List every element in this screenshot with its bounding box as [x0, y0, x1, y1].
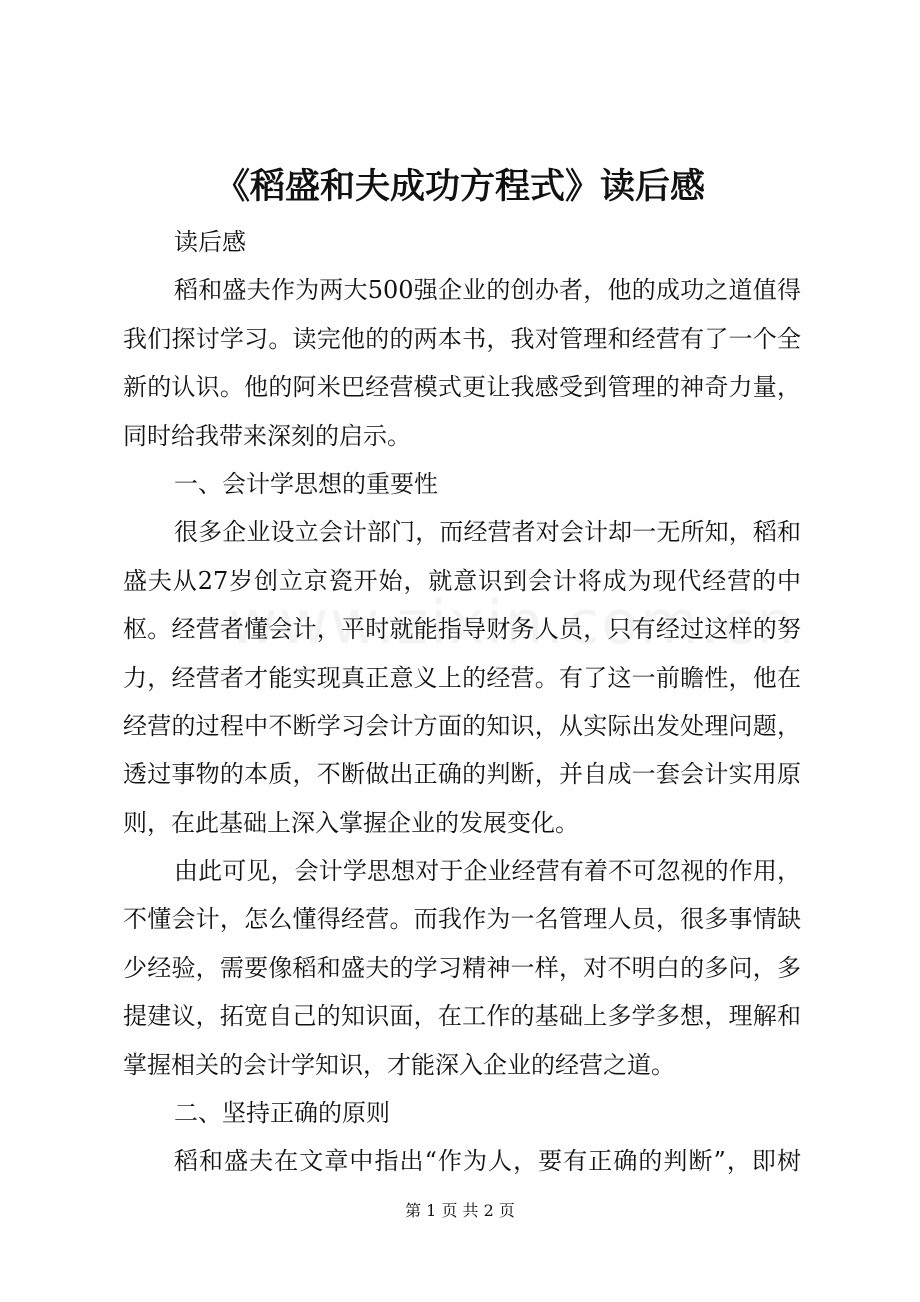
text-line: 稻和盛夫在文章中指出“作为人，要有正确的判断”，即树 — [174, 1147, 801, 1176]
text-line: 由此可见，会计学思想对于企业经营有着不可忽视的作用， — [174, 857, 801, 886]
text-line: 提建议，拓宽自己的知识面，在工作的基础上多学多想，理解和 — [123, 1002, 801, 1031]
text-line: 经营的过程中不断学习会计方面的知识，从实际出发处理问题， — [123, 711, 801, 740]
text-line: 很多企业设立会计部门，而经营者对会计却一无所知，稻和 — [174, 518, 801, 547]
document-body — [123, 218, 801, 1186]
text-line: 枢。经营者懂会计，平时就能指导财务人员，只有经过这样的努 — [123, 615, 801, 644]
text-line: 少经验，需要像稻和盛夫的学习精神一样，对不明白的多问，多 — [123, 953, 801, 982]
text-line: 掌握相关的会计学知识，才能深入企业的经营之道。 — [123, 1050, 675, 1079]
text-line: 二、坚持正确的原则 — [174, 1099, 390, 1128]
text-line: 新的认识。他的阿米巴经营模式更让我感受到管理的神奇力量， — [123, 373, 801, 402]
page-footer: 第 1 页 共 2 页 — [405, 1201, 515, 1220]
text-line: 读后感 — [174, 228, 246, 256]
text-line: 不懂会计，怎么懂得经营。而我作为一名管理人员，很多事情缺 — [123, 905, 801, 934]
text-line: 我们探讨学习。读完他的的两本书，我对管理和经营有了一个全 — [123, 324, 801, 353]
text-line: 盛夫从27岁创立京瓷开始，就意识到会计将成为现代经营的中 — [123, 566, 801, 595]
text-line: 同时给我带来深刻的启示。 — [123, 421, 411, 450]
text-line: 稻和盛夫作为两大500强企业的创办者，他的成功之道值得 — [174, 276, 801, 305]
text-line: 则，在此基础上深入掌握企业的发展变化。 — [123, 808, 579, 837]
text-line: 一、会计学思想的重要性 — [174, 469, 438, 498]
document-title: 《稻盛和夫成功方程式》读后感 — [214, 166, 705, 207]
text-line: 透过事物的本质，不断做出正确的判断，并自成一套会计实用原 — [123, 760, 801, 789]
text-line: 力，经营者才能实现真正意义上的经营。有了这一前瞻性，他在 — [123, 663, 801, 692]
